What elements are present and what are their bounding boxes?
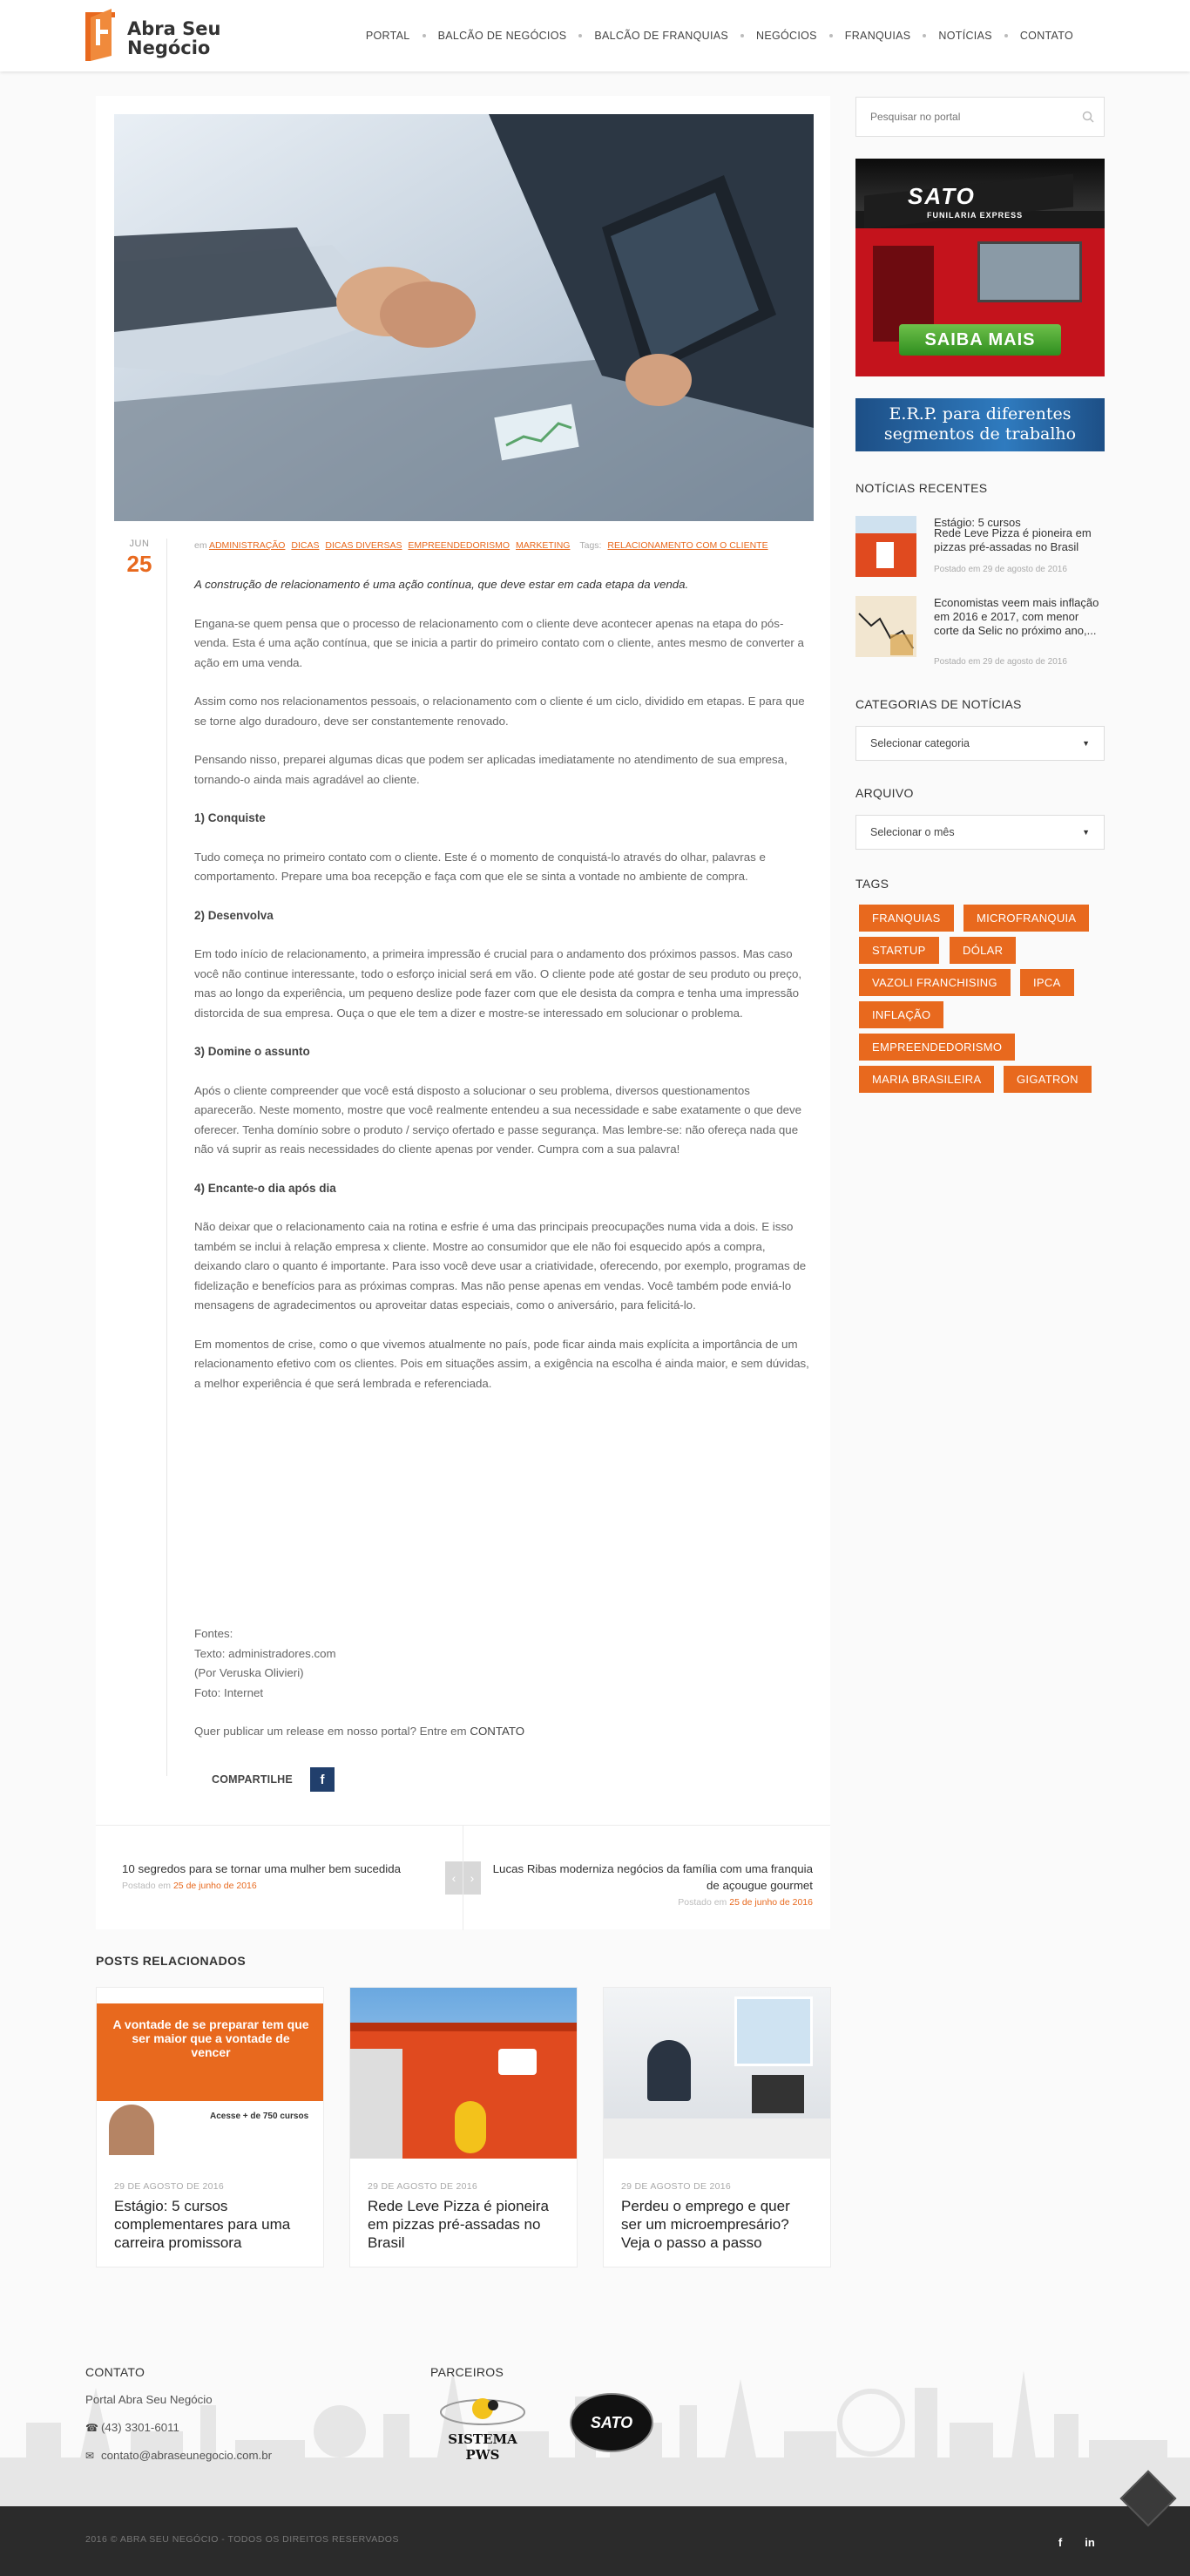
- date-value: 25 de junho de 2016: [729, 1897, 813, 1908]
- ad-window: [977, 241, 1082, 302]
- chevron-right-icon[interactable]: ›: [463, 1861, 481, 1895]
- archive-title: ARQUIVO: [855, 786, 914, 800]
- footer-phone-text: (43) 3301-6011: [101, 2421, 179, 2434]
- recent-news-title-text: Economistas veem mais inflação em 2016 e 2017, com menor corte da Selic no próximo ano,...: [934, 596, 1099, 637]
- date-value: 25 de junho de 2016: [172, 1881, 257, 1891]
- article-subheading: 1) Conquiste: [194, 811, 266, 824]
- roof-shape: [350, 2023, 577, 2031]
- nav-portal[interactable]: PORTAL: [365, 30, 410, 42]
- previous-post-date: [122, 1881, 444, 1891]
- article-subheading: 4) Encante-o dia após dia: [194, 1181, 336, 1195]
- archive-select[interactable]: [855, 815, 1105, 850]
- pws-logo-icon: [430, 2393, 535, 2430]
- ad-cta-button[interactable]: SAIBA MAIS: [899, 324, 1061, 356]
- desk-shape: [604, 2118, 830, 2159]
- caret-down-icon: ▼: [1082, 828, 1090, 837]
- next-post-link[interactable]: [488, 1861, 813, 1908]
- tags-title: TAGS: [855, 877, 889, 891]
- category-select-value: Selecionar categoria: [870, 737, 970, 749]
- nav-balcao-franquias[interactable]: BALCÃO DE FRANQUIAS: [594, 30, 729, 42]
- archive-select-value: Selecionar o mês: [870, 826, 955, 838]
- category-select[interactable]: [855, 726, 1105, 761]
- tag-item[interactable]: INFLAÇÃO: [859, 1001, 943, 1028]
- related-post-title: Estágio: 5 cursos complementares para uma carreira promissora: [114, 2198, 291, 2251]
- search-box: [855, 97, 1105, 137]
- facebook-icon[interactable]: f: [1058, 2535, 1063, 2549]
- main-nav: [354, 0, 1085, 71]
- person-icon: [647, 2040, 691, 2101]
- footer-partners-title: PARCEIROS: [430, 2365, 504, 2379]
- tag-item[interactable]: IPCA: [1020, 969, 1074, 996]
- thumb-subtext: Acesse + de 750 cursos: [210, 2112, 309, 2121]
- chevron-left-icon[interactable]: ‹: [445, 1861, 463, 1895]
- facebook-share-button[interactable]: [310, 1767, 335, 1792]
- sources-label: Fontes:: [194, 1627, 233, 1640]
- recent-news-thumb: [855, 516, 916, 577]
- erp-ad-banner[interactable]: [855, 398, 1105, 451]
- partner-sato-logo[interactable]: [568, 2393, 655, 2454]
- recent-news-title: NOTÍCIAS RECENTES: [855, 481, 988, 495]
- thumb-door: [876, 542, 894, 568]
- thumb-headline: A vontade de se preparar tem que ser maior que a vontade de vencer: [112, 2017, 309, 2059]
- date-prefix: Postado em: [122, 1881, 172, 1891]
- recent-news-date: Postado em 29 de agosto de 2016: [934, 657, 1067, 667]
- related-posts-title: POSTS RELACIONADOS: [96, 1954, 247, 1968]
- sources-photo: Foto: Internet: [194, 1685, 264, 1699]
- article-paragraph: Após o cliente compreender que você está disposto a solucionar o seu problema, diversos questionamentos aparecerão. Neste momento, mostre que você realmente entendeu a sua necessidade e sabe exatamente o que deve oferecer. Tenha domínio sobre o produto / serviço ofertado e passe segurança. Mas lembre-se: não ofereça nada que não vá suprir as reais necessidades do cliente apenas por vender. Cumpra com a sua palavra!: [194, 1083, 802, 1156]
- nav-franquias[interactable]: FRANQUIAS: [844, 30, 911, 42]
- wall-shape: [350, 2049, 402, 2159]
- article-paragraph: Em todo início de relacionamento, a primeira impressão é crucial para o andamento dos próximos passos. Mas caso você não continue interessante, todo o esforço inicial será em vão. O cliente pode até gostar de seu produto ou preço, mas ao longo da experiência, um pequeno deslize pode fazer com que ele desista da compra e tenha uma impressão distorcida de sua empresa. Ouça o que ele tem a dizer e mostre-se interessado em solucionar o problema.: [194, 947, 802, 1020]
- recent-news-title-text: [934, 516, 1105, 554]
- footer-company: Portal Abra Seu Negócio: [85, 2393, 213, 2406]
- sources-text: Texto: administradores.com: [194, 1646, 336, 1660]
- monitor-shape: [752, 2075, 804, 2113]
- erp-ad-line-1: E.R.P. para diferentes: [889, 404, 1072, 424]
- tag-item[interactable]: MICROFRANQUIA: [963, 905, 1089, 932]
- copyright-text: 2016 © ABRA SEU NEGÓCIO - TODOS OS DIREITOS RESERVADOS: [85, 2534, 399, 2545]
- article-paragraph: Engana-se quem pensa que o processo de relacionamento com o cliente deve acontecer apenas na etapa do pós-venda. Esta é uma ação contínua, que se inicia a partir do primeiro contato com o cliente, antes mesmo de converter a ação em uma venda.: [194, 616, 804, 669]
- tag-item[interactable]: GIGATRON: [1004, 1066, 1092, 1093]
- post-date: [114, 539, 165, 578]
- recent-news-title-1: Estágio: 5 cursos: [934, 516, 1021, 529]
- related-post-card[interactable]: [603, 1987, 831, 2268]
- search-input[interactable]: [856, 98, 1065, 136]
- tag-item[interactable]: FRANQUIAS: [859, 905, 954, 932]
- post-day: 25: [126, 551, 152, 577]
- related-post-date: 29 DE AGOSTO DE 2016: [368, 2181, 478, 2192]
- related-post-title: Rede Leve Pizza é pioneira em pizzas pré-assadas no Brasil: [368, 2198, 549, 2251]
- search-icon[interactable]: [1081, 110, 1095, 124]
- related-post-image: [604, 1988, 830, 2159]
- category-link[interactable]: DICAS: [291, 540, 320, 551]
- release-contact-link[interactable]: CONTATO: [470, 1725, 525, 1738]
- release-line: [194, 1722, 804, 1742]
- envelope-icon: ✉: [85, 2450, 95, 2462]
- footer-email-text: contato@abraseunegocio.com.br: [101, 2449, 273, 2462]
- logo-line-1: Abra Seu: [127, 18, 221, 39]
- ad-subbrand: FUNILARIA EXPRESS: [927, 211, 1024, 220]
- article-hero-image: [114, 114, 814, 521]
- footer-phone: [85, 2421, 179, 2434]
- related-post-image: [350, 1988, 577, 2159]
- tag-item[interactable]: DÓLAR: [950, 937, 1016, 964]
- window-shape: [734, 1996, 813, 2066]
- article-paragraph: Assim como nos relacionamentos pessoais, o relacionamento com o cliente é um ciclo, dividido em etapas. E para que se torne algo duradouro, deve ser constantemente renovado.: [194, 695, 805, 728]
- thumb-topbar: [97, 1988, 323, 2003]
- next-post-title: Lucas Ribas moderniza negócios da família com uma franquia de açougue gourmet: [492, 1862, 813, 1892]
- nav-balcao-negocios[interactable]: BALCÃO DE NEGÓCIOS: [437, 30, 567, 42]
- article-paragraph: Em momentos de crise, como o que vivemos atualmente no país, pode ficar ainda mais explícita a importância de um relacionamento efetivo com os clientes. Pois em situações assim, a exigência na escolha é ainda maior, e sem dúvidas, a melhor experiência é que será lembrada e referenciada.: [194, 1337, 809, 1390]
- tags-label: Tags:: [579, 540, 602, 551]
- article-body: [194, 575, 815, 1413]
- previous-post-title: 10 segredos para se tornar uma mulher bem sucedida: [122, 1862, 402, 1875]
- related-post-date: 29 DE AGOSTO DE 2016: [621, 2181, 732, 2192]
- article-paragraph: Não deixar que o relacionamento caia na rotina e esfrie é uma das principais preocupações numa vida a dois. E isso também se inclui à relação empresa x cliente. Mostre ao consumidor que ele não foi esquecido após a compra, deixando claro o quanto é importante. Para isso você deve usar a criatividade, oferecendo, por exemplo, programas de fidelização e benefícios para as próximas compras. Mas não pense apenas em vendas. Você também pode enviá-lo mensagens de agradecimentos ou aproveitar datas especiais, como o aniversário, para felicitá-lo.: [194, 1220, 807, 1312]
- article-lead: A construção de relacionamento é uma ação contínua, que deve estar em cada etapa da venda.: [194, 578, 689, 591]
- phone-icon: ☎: [85, 2422, 98, 2434]
- share-label: COMPARTILHE: [212, 1773, 293, 1786]
- post-meta: [194, 540, 813, 551]
- logo-mark-icon: [85, 7, 117, 64]
- article-subheading: 2) Desenvolva: [194, 908, 274, 922]
- category-link[interactable]: MARKETING: [516, 540, 571, 551]
- release-text: Quer publicar um release em nosso portal? Entre em: [194, 1725, 467, 1738]
- site-logo[interactable]: [85, 7, 225, 64]
- recent-news-item[interactable]: [855, 596, 1105, 667]
- category-link[interactable]: ADMINISTRAÇÃO: [208, 540, 286, 551]
- related-post-card[interactable]: [96, 1987, 324, 2268]
- person-icon: [109, 2105, 154, 2155]
- nav-negocios[interactable]: NEGÓCIOS: [756, 30, 817, 42]
- date-divider: [166, 539, 167, 1776]
- site-header: [0, 0, 1190, 71]
- recent-news-title-2: Rede Leve Pizza é pioneira em pizzas pré-assadas no Brasil: [934, 526, 1092, 553]
- tag-item[interactable]: STARTUP: [859, 937, 939, 964]
- article-paragraph: Pensando nisso, preparei algumas dicas que podem ser aplicadas imediatamente no atendimento de sua empresa, tornando-o ainda mais agradável ao cliente.: [194, 753, 788, 786]
- partner-pws-name: SISTEMA PWS: [448, 2431, 517, 2463]
- logo-text: [127, 19, 220, 58]
- facebook-icon: f: [320, 1772, 325, 1787]
- related-post-image: [97, 1988, 323, 2159]
- logo-line-2: Negócio: [127, 37, 211, 58]
- partner-pws-logo[interactable]: [430, 2393, 535, 2463]
- tag-item[interactable]: EMPREENDEDORISMO: [859, 1034, 1015, 1061]
- categories-title: CATEGORIAS DE NOTÍCIAS: [855, 697, 1022, 711]
- category-link[interactable]: EMPREENDEDORISMO: [408, 540, 510, 551]
- chart-thumb-icon: [855, 596, 916, 657]
- next-post-date: [488, 1897, 813, 1908]
- share-bar: [212, 1767, 335, 1792]
- related-post-card[interactable]: [349, 1987, 578, 2268]
- previous-post-link[interactable]: [122, 1861, 444, 1891]
- post-navigation: [96, 1825, 830, 1929]
- partner-sato-name: SATO: [570, 2393, 653, 2452]
- article-sources: [194, 1624, 804, 1742]
- footer-email[interactable]: [85, 2449, 272, 2462]
- category-link[interactable]: DICAS DIVERSAS: [325, 540, 402, 551]
- nav-noticias[interactable]: NOTÍCIAS: [938, 30, 992, 42]
- mascot-icon: [455, 2101, 486, 2153]
- tag-item[interactable]: VAZOLI FRANCHISING: [859, 969, 1011, 996]
- sato-ad-banner[interactable]: [855, 159, 1105, 376]
- recent-news-item[interactable]: [855, 516, 1105, 580]
- sign-shape: [498, 2049, 537, 2075]
- handshake-image: [114, 114, 814, 521]
- article-subheading: 3) Domine o assunto: [194, 1045, 310, 1058]
- thumb-sky: [855, 516, 916, 533]
- recent-news-date: Postado em 29 de agosto de 2016: [934, 565, 1067, 574]
- footer-bottom-bar: [0, 2506, 1190, 2576]
- related-post-date: 29 DE AGOSTO DE 2016: [114, 2181, 225, 2192]
- sources-author: (Por Veruska Olivieri): [194, 1666, 304, 1679]
- caret-down-icon: ▼: [1082, 739, 1090, 748]
- post-nav-arrows: [445, 1861, 482, 1895]
- site-footer: [0, 2318, 1190, 2506]
- article-paragraph: Tudo começa no primeiro contato com o cliente. Este é o momento de conquistá-lo através do olhar, palavras e comportamento. Prepare uma boa recepção e faça com que ele se sinta a vontade no ambiente de compra.: [194, 850, 766, 883]
- meta-prefix: em: [194, 540, 207, 551]
- tag-link[interactable]: RELACIONAMENTO COM O CLIENTE: [607, 540, 768, 551]
- related-post-title: Perdeu o emprego e quer ser um microempresário? Veja o passo a passo: [621, 2198, 790, 2251]
- linkedin-icon[interactable]: in: [1085, 2535, 1095, 2549]
- tag-item[interactable]: MARIA BRASILEIRA: [859, 1066, 994, 1093]
- footer-contact-title: CONTATO: [85, 2365, 145, 2379]
- ad-brand: SATO: [908, 183, 976, 209]
- post-month: JUN: [129, 539, 150, 549]
- recent-news-thumb: [855, 596, 916, 657]
- date-prefix: Postado em: [678, 1897, 727, 1908]
- nav-contato[interactable]: CONTATO: [1019, 30, 1073, 42]
- erp-ad-line-2: segmentos de trabalho: [883, 424, 1077, 444]
- article-card: [96, 96, 830, 1837]
